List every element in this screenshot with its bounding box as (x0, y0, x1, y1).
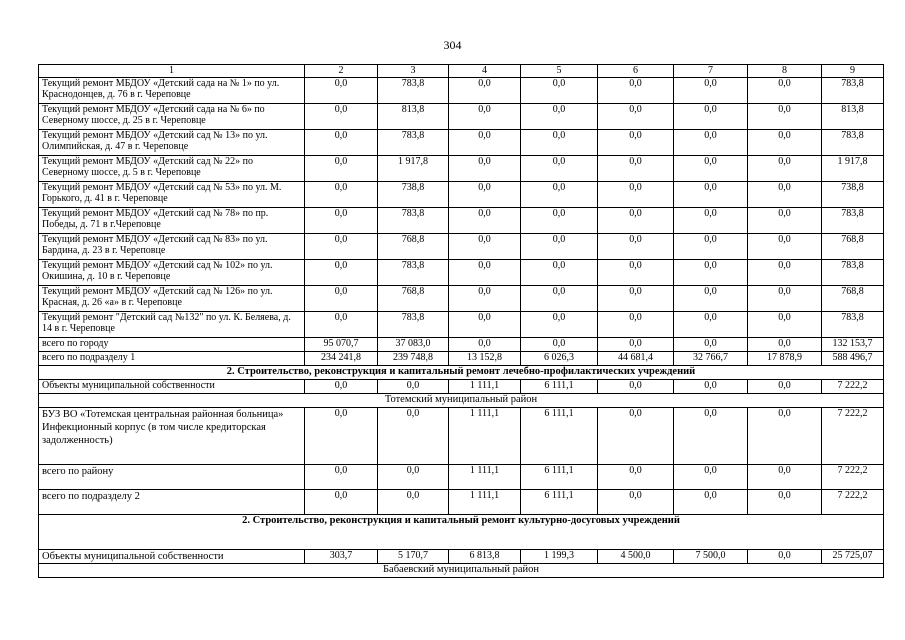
row-value: 0,0 (598, 408, 674, 465)
table-row (39, 408, 884, 465)
row-value: 0,0 (305, 490, 378, 515)
row-label: всего по району (39, 465, 305, 490)
row-value: 0,0 (378, 380, 449, 394)
region-heading (39, 394, 884, 408)
row-value: 0,0 (521, 182, 598, 208)
table-row (39, 130, 884, 156)
column-header: 9 (822, 65, 884, 78)
row-value: 0,0 (748, 286, 822, 312)
row-value: 783,8 (378, 208, 449, 234)
row-value: 0,0 (305, 182, 378, 208)
row-value: 6 111,1 (521, 408, 598, 465)
row-value: 0,0 (449, 104, 521, 130)
row-value: 783,8 (822, 208, 884, 234)
row-value: 0,0 (449, 208, 521, 234)
row-label: Объекты муниципальной собственности (39, 380, 305, 394)
row-value: 7 222,2 (822, 490, 884, 515)
row-value: 783,8 (378, 78, 449, 104)
table-row (39, 104, 884, 130)
row-value: 0,0 (674, 490, 748, 515)
row-value: 0,0 (598, 260, 674, 286)
row-value: 1 111,1 (449, 490, 521, 515)
row-value: 13 152,8 (449, 352, 521, 366)
row-value: 0,0 (598, 312, 674, 338)
column-header: 7 (674, 65, 748, 78)
row-value: 0,0 (305, 208, 378, 234)
region-heading (39, 564, 884, 578)
row-value: 32 766,7 (674, 352, 748, 366)
row-value: 0,0 (674, 208, 748, 234)
table-row (39, 78, 884, 104)
row-value: 0,0 (305, 465, 378, 490)
row-value: 0,0 (305, 286, 378, 312)
row-value: 0,0 (598, 78, 674, 104)
row-value: 0,0 (378, 490, 449, 515)
row-value: 768,8 (822, 286, 884, 312)
row-value: 0,0 (305, 312, 378, 338)
row-label: БУЗ ВО «Тотемская центральная районная больница» Инфекционный корпус (в том числе кредиторская задолженность) (39, 408, 305, 465)
row-value: 0,0 (305, 408, 378, 465)
row-value: 768,8 (822, 234, 884, 260)
row-value: 783,8 (822, 312, 884, 338)
row-value: 239 748,8 (378, 352, 449, 366)
row-value: 0,0 (598, 465, 674, 490)
row-value: 0,0 (449, 130, 521, 156)
row-label: Объекты муниципальной собственности (39, 550, 305, 564)
row-value: 0,0 (748, 104, 822, 130)
column-numbers-row (39, 65, 884, 78)
table-row (39, 550, 884, 564)
row-value: 0,0 (748, 234, 822, 260)
row-value: 0,0 (305, 380, 378, 394)
table-row (39, 490, 884, 515)
row-value: 768,8 (378, 286, 449, 312)
row-value: 5 170,7 (378, 550, 449, 564)
row-value: 0,0 (598, 182, 674, 208)
column-header: 4 (449, 65, 521, 78)
row-value: 6 813,8 (449, 550, 521, 564)
row-value: 738,8 (378, 182, 449, 208)
section-heading (39, 366, 884, 380)
row-value: 0,0 (521, 286, 598, 312)
section-heading-text: 2. Строительство, реконструкция и капитальный ремонт лечебно-профилактических учреждений (39, 366, 884, 380)
row-value: 0,0 (748, 78, 822, 104)
row-value: 17 878,9 (748, 352, 822, 366)
row-value: 0,0 (748, 550, 822, 564)
row-value: 783,8 (378, 312, 449, 338)
budget-table (38, 64, 884, 578)
row-label: Текущий ремонт МБДОУ «Детский сад № 126» по ул. Красная, д. 26 «а» в г. Череповце (39, 286, 305, 312)
row-label: всего по подразделу 1 (39, 352, 305, 366)
row-value: 0,0 (748, 312, 822, 338)
row-value: 0,0 (521, 260, 598, 286)
row-value: 4 500,0 (598, 550, 674, 564)
row-label: Текущий ремонт МБДОУ «Детский сад № 102» по ул. Окишина, д. 10 в г. Череповце (39, 260, 305, 286)
row-value: 44 681,4 (598, 352, 674, 366)
row-value: 0,0 (521, 208, 598, 234)
row-value: 0,0 (305, 260, 378, 286)
page-number: 304 (443, 38, 462, 52)
row-value: 1 917,8 (822, 156, 884, 182)
section-heading (39, 515, 884, 550)
row-value: 1 111,1 (449, 465, 521, 490)
region-heading-text: Бабаевский муниципальный район (39, 564, 884, 578)
row-value: 0,0 (449, 234, 521, 260)
row-value: 0,0 (521, 234, 598, 260)
row-value: 813,8 (378, 104, 449, 130)
row-value: 0,0 (674, 408, 748, 465)
table-row (39, 234, 884, 260)
row-value: 1 111,1 (449, 408, 521, 465)
row-value: 7 500,0 (674, 550, 748, 564)
row-value: 0,0 (598, 490, 674, 515)
row-value: 0,0 (521, 156, 598, 182)
row-value: 0,0 (674, 465, 748, 490)
table-row (39, 380, 884, 394)
table-row (39, 352, 884, 366)
row-value: 0,0 (521, 312, 598, 338)
row-value: 0,0 (598, 338, 674, 352)
row-value: 6 111,1 (521, 465, 598, 490)
row-label: Текущий ремонт МБДОУ «Детский сад № 83» по ул. Бардина, д. 23 в г. Череповце (39, 234, 305, 260)
row-value: 768,8 (378, 234, 449, 260)
row-value: 0,0 (521, 130, 598, 156)
row-value: 0,0 (598, 208, 674, 234)
row-label: Текущий ремонт МБДОУ «Детский сад № 13» по ул. Олимпийская, д. 47 в г. Череповце (39, 130, 305, 156)
row-value: 0,0 (748, 338, 822, 352)
row-value: 783,8 (822, 260, 884, 286)
row-value: 6 111,1 (521, 380, 598, 394)
row-value: 0,0 (521, 78, 598, 104)
row-value: 0,0 (674, 312, 748, 338)
row-value: 0,0 (674, 286, 748, 312)
row-value: 95 070,7 (305, 338, 378, 352)
row-value: 738,8 (822, 182, 884, 208)
row-value: 0,0 (674, 78, 748, 104)
table-row (39, 465, 884, 490)
row-value: 6 111,1 (521, 490, 598, 515)
row-value: 0,0 (674, 234, 748, 260)
row-value: 0,0 (305, 104, 378, 130)
row-label: Текущий ремонт МБДОУ «Детский сад № 78» по пр. Победы, д. 71 в г.Череповце (39, 208, 305, 234)
row-value: 0,0 (674, 338, 748, 352)
row-label: Текущий ремонт МБДОУ «Детский сада на № 6» по Северному шоссе, д. 25 в г. Череповце (39, 104, 305, 130)
row-value: 0,0 (598, 380, 674, 394)
row-value: 0,0 (305, 130, 378, 156)
row-value: 0,0 (748, 208, 822, 234)
column-header: 8 (748, 65, 822, 78)
row-value: 0,0 (305, 156, 378, 182)
row-value: 1 111,1 (449, 380, 521, 394)
row-value: 0,0 (521, 338, 598, 352)
row-value: 234 241,8 (305, 352, 378, 366)
column-header: 3 (378, 65, 449, 78)
row-value: 0,0 (598, 156, 674, 182)
table-row (39, 208, 884, 234)
row-label: Текущий ремонт "Детский сад №132" по ул. К. Беляева, д. 14 в г. Череповце (39, 312, 305, 338)
row-label: Текущий ремонт МБДОУ «Детский сада на № 1» по ул. Краснодонцев, д. 76 в г. Череповце (39, 78, 305, 104)
row-value: 0,0 (598, 234, 674, 260)
row-value: 6 026,3 (521, 352, 598, 366)
row-value: 7 222,2 (822, 465, 884, 490)
row-value: 1 917,8 (378, 156, 449, 182)
row-value: 0,0 (748, 260, 822, 286)
row-value: 0,0 (674, 182, 748, 208)
table-row (39, 312, 884, 338)
row-value: 0,0 (449, 260, 521, 286)
row-value: 303,7 (305, 550, 378, 564)
row-value: 0,0 (674, 260, 748, 286)
row-value: 0,0 (748, 156, 822, 182)
row-value: 783,8 (378, 130, 449, 156)
table-row (39, 286, 884, 312)
table-row (39, 260, 884, 286)
row-value: 0,0 (748, 490, 822, 515)
row-value: 783,8 (378, 260, 449, 286)
row-value: 0,0 (748, 182, 822, 208)
column-header: 1 (39, 65, 305, 78)
row-value: 0,0 (449, 312, 521, 338)
row-value: 0,0 (748, 380, 822, 394)
row-value: 813,8 (822, 104, 884, 130)
row-value: 0,0 (378, 408, 449, 465)
row-value: 0,0 (521, 104, 598, 130)
row-value: 0,0 (378, 465, 449, 490)
row-value: 0,0 (674, 156, 748, 182)
section-heading-text: 2. Строительство, реконструкция и капитальный ремонт культурно-досуговых учреждений (39, 515, 884, 550)
row-value: 37 083,0 (378, 338, 449, 352)
row-value: 783,8 (822, 78, 884, 104)
row-value: 1 199,3 (521, 550, 598, 564)
row-value: 0,0 (449, 338, 521, 352)
row-label: всего по городу (39, 338, 305, 352)
row-value: 0,0 (305, 234, 378, 260)
row-value: 0,0 (598, 104, 674, 130)
row-value: 588 496,7 (822, 352, 884, 366)
row-value: 7 222,2 (822, 408, 884, 465)
column-header: 2 (305, 65, 378, 78)
row-value: 0,0 (449, 156, 521, 182)
row-value: 7 222,2 (822, 380, 884, 394)
row-value: 0,0 (748, 465, 822, 490)
row-value: 0,0 (674, 104, 748, 130)
column-header: 5 (521, 65, 598, 78)
row-value: 0,0 (305, 78, 378, 104)
row-value: 0,0 (449, 78, 521, 104)
row-value: 25 725,07 (822, 550, 884, 564)
row-label: всего по подразделу 2 (39, 490, 305, 515)
row-value: 0,0 (674, 380, 748, 394)
column-header: 6 (598, 65, 674, 78)
row-value: 0,0 (748, 130, 822, 156)
row-value: 0,0 (449, 182, 521, 208)
row-label: Текущий ремонт МБДОУ «Детский сад № 22» по Северному шоссе, д. 5 в г. Череповце (39, 156, 305, 182)
table-row (39, 338, 884, 352)
region-heading-text: Тотемский муниципальный район (39, 394, 884, 408)
row-label: Текущий ремонт МБДОУ «Детский сад № 53» по ул. М. Горького, д. 41 в г. Череповце (39, 182, 305, 208)
row-value: 0,0 (449, 286, 521, 312)
row-value: 0,0 (748, 408, 822, 465)
row-value: 783,8 (822, 130, 884, 156)
table-row (39, 156, 884, 182)
row-value: 0,0 (598, 130, 674, 156)
table-row (39, 182, 884, 208)
row-value: 0,0 (674, 130, 748, 156)
row-value: 132 153,7 (822, 338, 884, 352)
row-value: 0,0 (598, 286, 674, 312)
